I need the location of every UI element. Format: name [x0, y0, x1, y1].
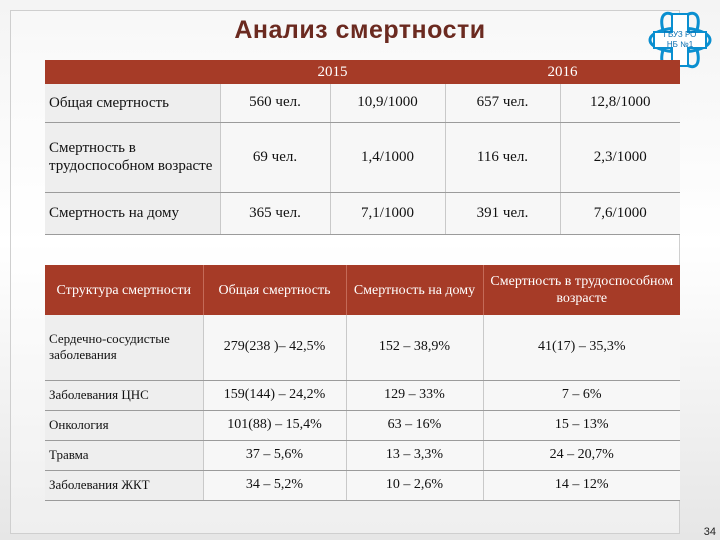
year-header-2015: 2015: [220, 60, 445, 84]
table-row: [45, 315, 680, 380]
cell-value: 560 чел.: [220, 84, 330, 122]
header-structure: Структура смертности: [45, 265, 203, 315]
cell-value: 10,9/1000: [330, 84, 445, 122]
table-row: [45, 380, 680, 410]
table-row: [45, 122, 680, 192]
logo-text-line2: НБ №1: [666, 40, 694, 49]
cell-value: 101(88) – 15,4%: [203, 410, 346, 440]
row-label: Сердечно-сосудистые заболевания: [45, 315, 203, 380]
cell-value: 15 – 13%: [483, 410, 680, 440]
cell-value: 391 чел.: [445, 192, 560, 234]
mortality-structure-table: [45, 265, 680, 501]
cell-value: 657 чел.: [445, 84, 560, 122]
mortality-summary-table: [45, 60, 680, 235]
header-empty-cell: [45, 60, 220, 84]
cell-value: 7,1/1000: [330, 192, 445, 234]
header-home-mortality: Смертность на дому: [346, 265, 483, 315]
cell-value: 7 – 6%: [483, 380, 680, 410]
cell-value: 10 – 2,6%: [346, 470, 483, 500]
table-row: [45, 84, 680, 122]
row-label: Заболевания ЖКТ: [45, 470, 203, 500]
year-header-row: [45, 60, 680, 84]
year-header-2016: 2016: [445, 60, 680, 84]
cell-value: 41(17) – 35,3%: [483, 315, 680, 380]
table-row: [45, 440, 680, 470]
row-label: Онкология: [45, 410, 203, 440]
table-row: [45, 470, 680, 500]
cell-value: 152 – 38,9%: [346, 315, 483, 380]
cell-value: 1,4/1000: [330, 122, 445, 192]
cell-value: 34 – 5,2%: [203, 470, 346, 500]
logo-text-line1: ГБУЗ РО: [663, 30, 697, 39]
row-label: Смертность в трудоспособном возрасте: [45, 122, 220, 192]
header-total-mortality: Общая смертность: [203, 265, 346, 315]
table-row: [45, 192, 680, 234]
header-working-age-mortality: Смертность в трудоспособном возрасте: [483, 265, 680, 315]
cell-value: 13 – 3,3%: [346, 440, 483, 470]
cell-value: 279(238 )– 42,5%: [203, 315, 346, 380]
structure-header-row: [45, 265, 680, 315]
slide-title: Анализ смертности: [234, 16, 486, 44]
cell-value: 12,8/1000: [560, 84, 680, 122]
table-row: [45, 410, 680, 440]
row-label: Заболевания ЦНС: [45, 380, 203, 410]
cell-value: 2,3/1000: [560, 122, 680, 192]
cell-value: 37 – 5,6%: [203, 440, 346, 470]
cell-value: 7,6/1000: [560, 192, 680, 234]
cell-value: 159(144) – 24,2%: [203, 380, 346, 410]
cell-value: 129 – 33%: [346, 380, 483, 410]
row-label: Общая смертность: [45, 84, 220, 122]
cell-value: 63 – 16%: [346, 410, 483, 440]
cell-value: 24 – 20,7%: [483, 440, 680, 470]
cell-value: 14 – 12%: [483, 470, 680, 500]
page-number: 34: [703, 526, 716, 538]
cell-value: 365 чел.: [220, 192, 330, 234]
row-label: Травма: [45, 440, 203, 470]
row-label: Смертность на дому: [45, 192, 220, 234]
cell-value: 69 чел.: [220, 122, 330, 192]
cell-value: 116 чел.: [445, 122, 560, 192]
